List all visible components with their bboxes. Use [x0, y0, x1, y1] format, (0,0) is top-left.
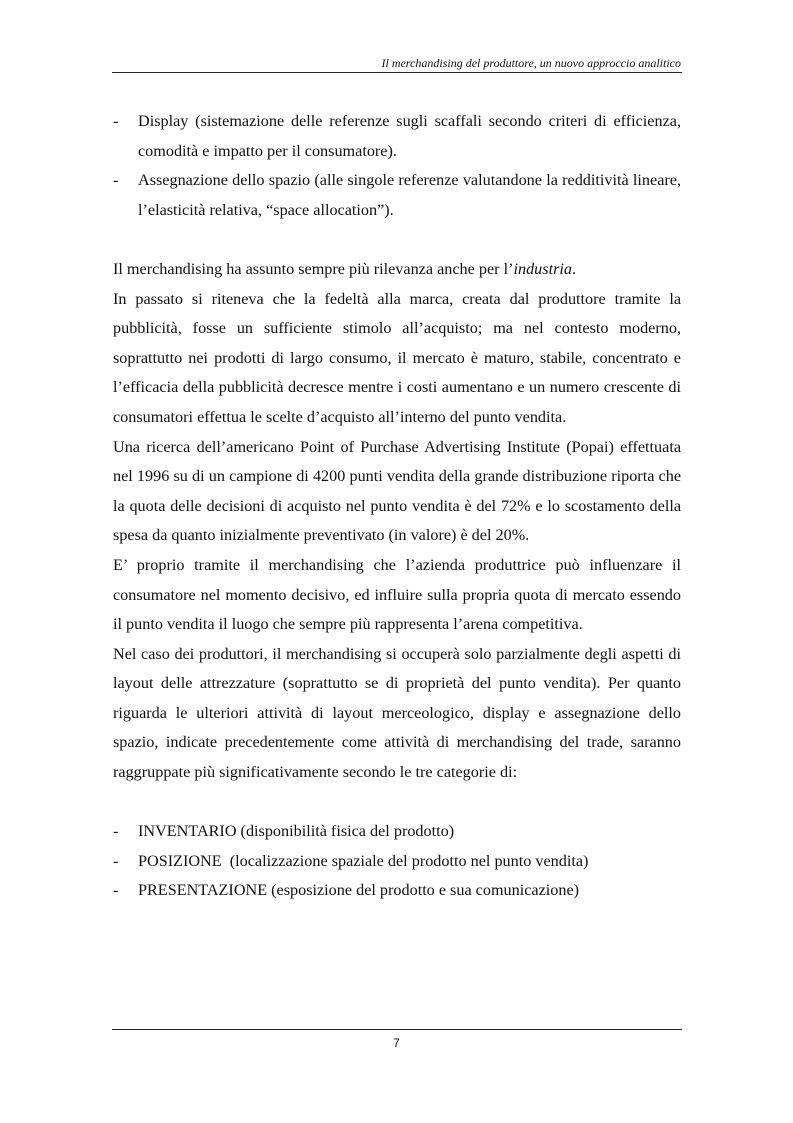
bullet-dash: -: [113, 881, 119, 900]
running-header-title: Il merchandising del produttore, un nuovo approccio analitico: [381, 56, 681, 70]
emphasis-text: industria: [513, 259, 572, 278]
footer-rule: [112, 1029, 682, 1030]
paragraph-popai: Una ricerca dell’americano Point of Purchase Advertising Institute (Popai) effettuata nel 1996 su di un campione di 4200 punti vendita della grande distribuzione riporta che la quota delle decisioni di acquisto nel punto vendita è del 72% e lo scostamento della spesa da quanto inizialmente preventivato (in valore) è del 20%.: [113, 437, 681, 545]
blank-line: [113, 788, 681, 818]
list-item-text: PRESENTAZIONE (esposizione del prodotto e sua comunicazione): [138, 881, 580, 900]
bullet-dash: -: [113, 822, 119, 841]
paragraph-influenza: E’ proprio tramite il merchandising che l’azienda produttrice può influenzare il consumatore nel momento decisivo, ed influire sulla propria quota di mercato essendo il punto vendita il luogo che sempre più rappresenta l’arena competitiva.: [113, 555, 681, 634]
paragraph-industria: [113, 255, 681, 285]
bullet-dash: -: [113, 112, 119, 130]
list-item: [113, 817, 681, 847]
list-item: [113, 166, 681, 225]
list-item-text: Assegnazione dello spazio (alle singole referenze valutandone la redditività lineare, l’elasticità relativa, “space allocation”).: [138, 171, 681, 219]
paragraph-fedelta: In passato si riteneva che la fedeltà alla marca, creata dal produttore tramite la pubblicità, fosse un sufficiente stimolo all’acquisto; ma nel contesto moderno, soprattutto nei prodotti di largo consumo, il mercato è maturo, stabile, concentrato e l’efficacia della pubblicità decresce mentre i costi aumentano e un numero crescente di consumatori effettua le scelte d’acquisto all’interno del punto vendita.: [113, 289, 681, 426]
list-item: [113, 876, 681, 906]
page-number: 7: [393, 1036, 400, 1050]
page-body: [113, 107, 681, 906]
paragraph-text: .: [571, 259, 577, 278]
header-rule: [112, 72, 682, 73]
list-item-text: Display (sistemazione delle referenze sugli scaffali secondo criteri di efficienza, comodità e impatto per il consumatore).: [138, 112, 681, 160]
blank-line: [113, 225, 681, 255]
list-item-text: POSIZIONE (localizzazione spaziale del prodotto nel punto vendita): [138, 851, 589, 870]
bullet-dash: -: [113, 851, 119, 870]
bullet-dash: -: [113, 171, 119, 190]
list-item: [113, 847, 681, 877]
paragraph-produttori: Nel caso dei produttori, il merchandising si occuperà solo parzialmente degli aspetti di layout delle attrezzature (soprattutto se di proprietà del punto vendita). Per quanto riguarda le ulteriori attività di layout merceologico, display e assegnazione dello spazio, indicate precedentemente come attività di merchandising del trade, saranno raggruppate più significativamente secondo le tre categorie di:: [113, 644, 681, 782]
paragraph-text: Il merchandising ha assunto sempre più rilevanza anche per l’: [113, 259, 514, 278]
list-item: [113, 107, 681, 166]
list-item-text: INVENTARIO (disponibilità fisica del prodotto): [138, 822, 455, 841]
